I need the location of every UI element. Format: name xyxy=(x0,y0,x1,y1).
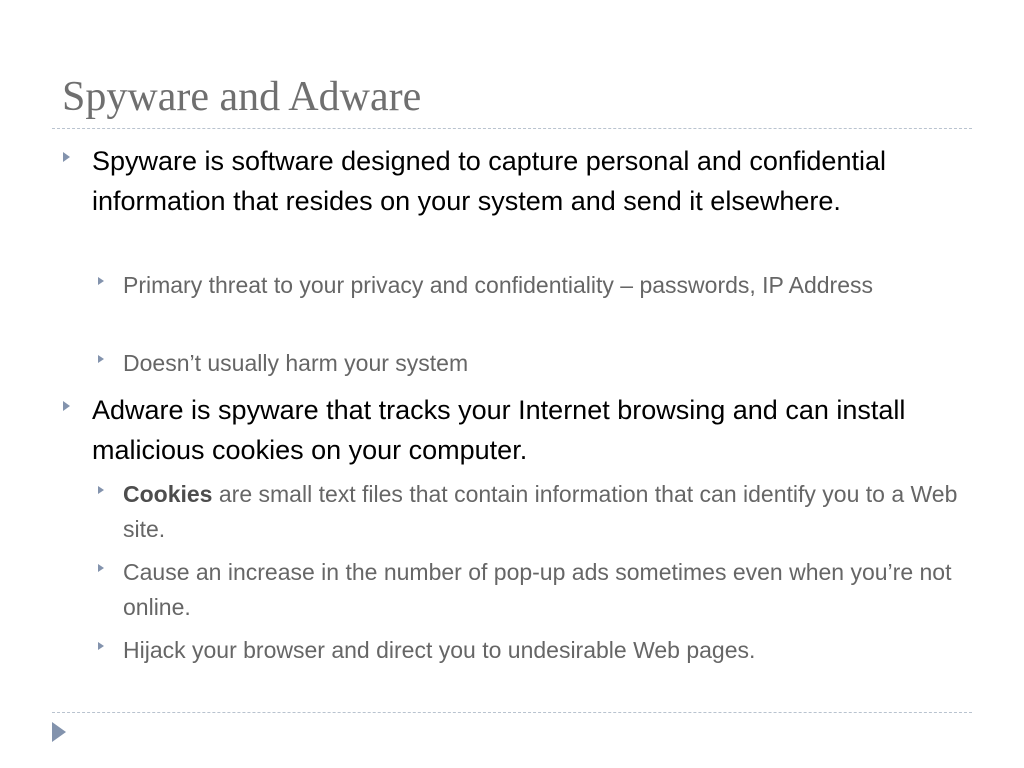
bullet-spyware xyxy=(92,141,962,221)
slide-title: Spyware and Adware xyxy=(62,74,422,120)
triangle-right-icon xyxy=(63,152,70,162)
triangle-right-icon xyxy=(98,564,104,572)
bullet-adware xyxy=(92,390,962,470)
sub-bullet-text: Doesn’t usually harm your system xyxy=(123,350,469,376)
cookies-term: Cookies xyxy=(123,481,213,507)
sub-bullet-popups xyxy=(123,555,973,625)
triangle-right-icon xyxy=(98,277,104,285)
triangle-right-icon xyxy=(98,642,104,650)
sub-bullet-text: are small text files that contain information that can identify you to a Web site. xyxy=(123,481,958,542)
sub-bullet-primary-threat xyxy=(123,268,973,303)
triangle-right-icon xyxy=(52,722,66,742)
triangle-right-icon xyxy=(98,355,104,363)
footer-divider xyxy=(52,712,972,713)
sub-bullet-text: Hijack your browser and direct you to undesirable Web pages. xyxy=(123,637,756,663)
triangle-right-icon xyxy=(98,486,104,494)
bullet-text: Spyware is software designed to capture personal and confidential information that resides on your system and send it elsewhere. xyxy=(92,146,886,216)
sub-bullet-text: Cause an increase in the number of pop-up ads sometimes even when you’re not online. xyxy=(123,559,952,620)
bullet-text: Adware is spyware that tracks your Internet browsing and can install malicious cookies on your computer. xyxy=(92,395,906,465)
sub-bullet-hijack xyxy=(123,633,973,668)
sub-bullet-cookies xyxy=(123,477,973,547)
sub-bullet-no-harm xyxy=(123,346,973,381)
triangle-right-icon xyxy=(63,401,70,411)
sub-bullet-text: Primary threat to your privacy and confidentiality – passwords, IP Address xyxy=(123,272,873,298)
